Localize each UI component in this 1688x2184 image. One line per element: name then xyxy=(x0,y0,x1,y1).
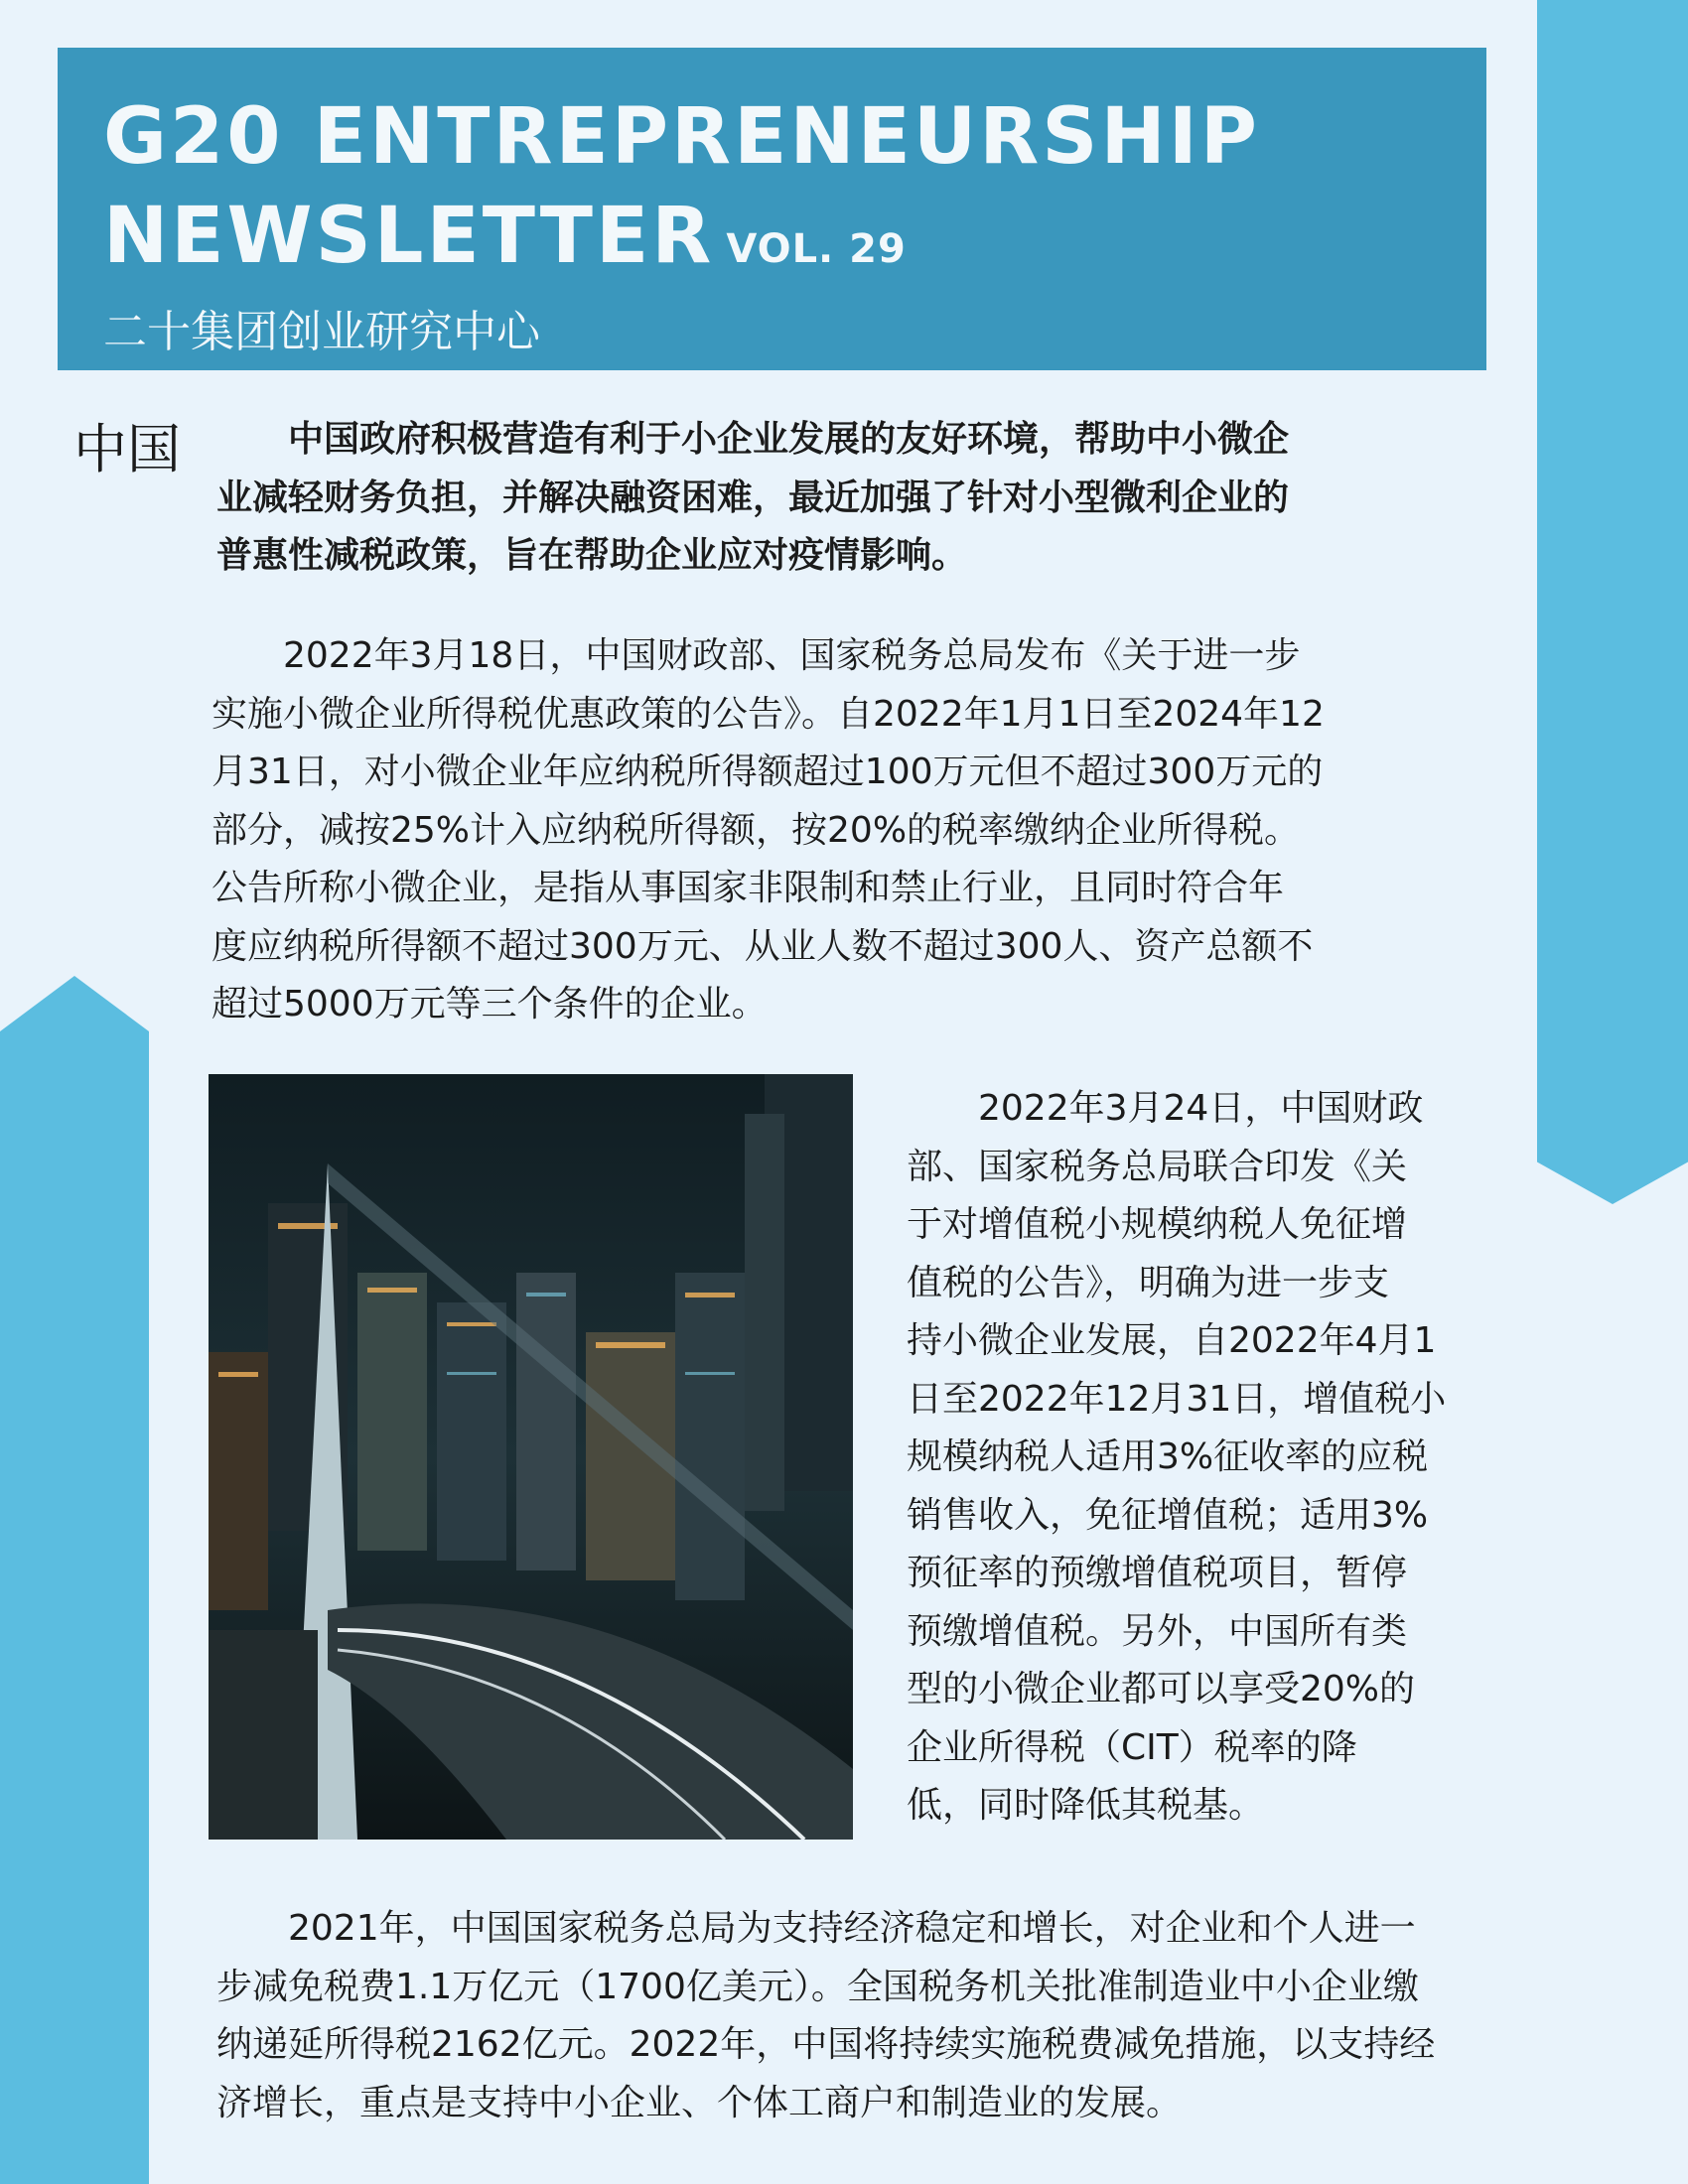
text-line: 度应纳税所得额不超过300万元、从业人数不超过300人、资产总额不 xyxy=(211,925,1314,967)
text-line: 纳递延所得税2162亿元。2022年，中国将持续实施税费减免措施，以支持经 xyxy=(216,2024,1436,2065)
text-line: 中国政府积极营造有利于小企业发展的友好环境，帮助中小微企 xyxy=(216,419,1290,460)
text-line: 2021年，中国国家税务总局为支持经济稳定和增长，对企业和个人进一 xyxy=(216,1908,1416,1949)
city-night-photo xyxy=(209,1074,853,1840)
decorative-left-banner xyxy=(0,976,149,2184)
text-line: 型的小微企业都可以享受20%的 xyxy=(907,1669,1416,1709)
text-line: 低，同时降低其税基。 xyxy=(907,1785,1265,1826)
decorative-right-banner xyxy=(1537,0,1688,1204)
text-line: 日至2022年12月31日，增值税小 xyxy=(907,1378,1447,1420)
text-line: 部、国家税务总局联合印发《关 xyxy=(907,1146,1408,1187)
newsletter-header xyxy=(58,48,1486,370)
country-heading: 中国 xyxy=(73,418,181,480)
header-subtitle: 二十集团创业研究中心 xyxy=(103,307,540,357)
text-line: 值税的公告》，明确为进一步支 xyxy=(907,1262,1390,1303)
title-line-1: G20 ENTREPRENEURSHIP xyxy=(103,92,1260,182)
intro-paragraph xyxy=(216,411,1289,586)
text-line: 销售收入，免征增值税；适用3% xyxy=(907,1494,1429,1536)
text-line: 2022年3月24日，中国财政 xyxy=(907,1088,1424,1129)
text-line: 公告所称小微企业，是指从事国家非限制和禁止行业，且同时符合年 xyxy=(211,868,1285,908)
text-line: 预缴增值税。另外，中国所有类 xyxy=(907,1610,1408,1652)
text-line: 实施小微企业所得税优惠政策的公告》。自2022年1月1日至2024年12 xyxy=(211,693,1325,735)
text-line: 持小微企业发展，自2022年4月1 xyxy=(907,1320,1437,1361)
paragraph-cit-policy xyxy=(211,627,1325,1034)
title-line-2: NEWSLETTER xyxy=(103,192,715,281)
text-line: 业减轻财务负担，并解决融资困难，最近加强了针对小型微利企业的 xyxy=(216,477,1290,518)
text-line: 规模纳税人适用3%征收率的应税 xyxy=(907,1436,1429,1477)
newsletter-title xyxy=(103,87,1260,299)
text-line: 预征率的预缴增值税项目，暂停 xyxy=(907,1553,1408,1593)
text-line: 济增长，重点是支持中小企业、个体工商户和制造业的发展。 xyxy=(216,2082,1183,2123)
volume-label: VOL. 29 xyxy=(726,226,907,272)
text-line: 超过5000万元等三个条件的企业。 xyxy=(211,984,768,1024)
text-line: 部分，减按25%计入应纳税所得额，按20%的税率缴纳企业所得税。 xyxy=(211,809,1301,851)
text-line: 月31日，对小微企业年应纳税所得额超过100万元但不超过300万元的 xyxy=(211,751,1324,792)
text-line: 2022年3月18日，中国财政部、国家税务总局发布《关于进一步 xyxy=(211,635,1301,676)
text-line: 于对增值税小规模纳税人免征增 xyxy=(907,1204,1408,1245)
paragraph-vat-policy xyxy=(907,1080,1446,1836)
paragraph-2021-tax-relief xyxy=(216,1900,1435,2132)
text-line: 企业所得税（CIT）税率的降 xyxy=(907,1726,1357,1768)
text-line: 步减免税费1.1万亿元（1700亿美元）。全国税务机关批准制造业中小企业缴 xyxy=(216,1966,1419,2007)
text-line: 普惠性减税政策，旨在帮助企业应对疫情影响。 xyxy=(216,535,968,576)
